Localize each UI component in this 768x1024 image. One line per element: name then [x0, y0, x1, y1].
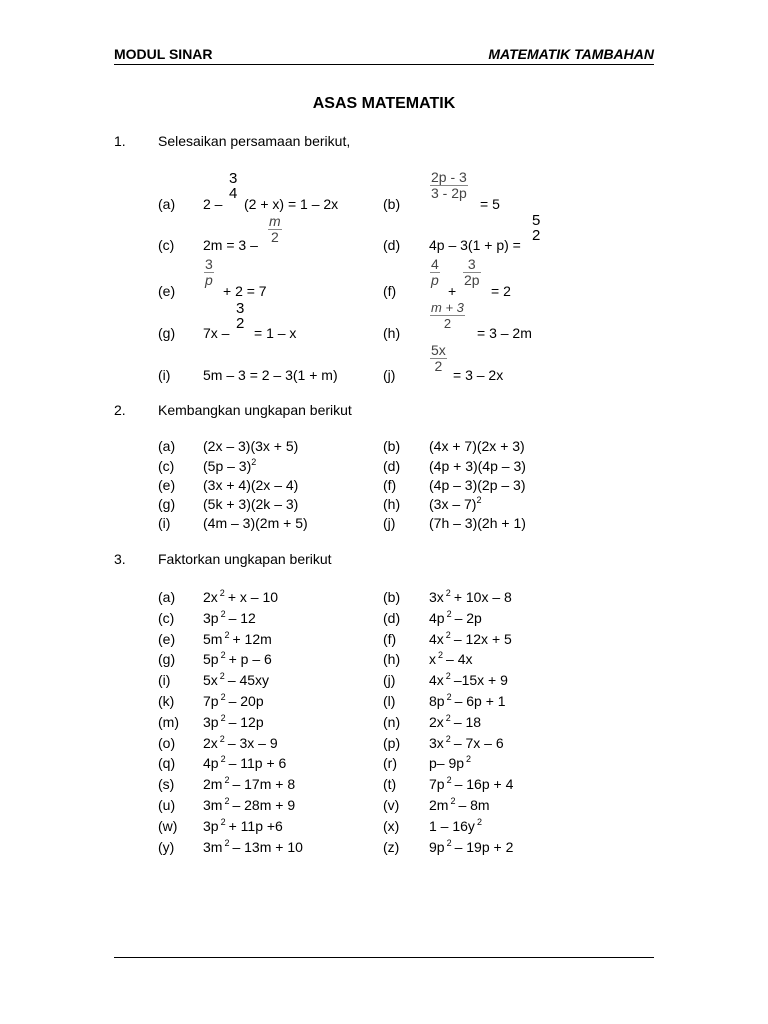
q1-c-den: 2 [268, 229, 282, 245]
q3-item-exponent: 2 [476, 817, 482, 827]
q3-item-label: (n) [383, 714, 401, 730]
q3-item-rest: – 3x – 9 [227, 735, 278, 751]
page-header [114, 46, 654, 65]
q3-item-term: x [429, 651, 436, 667]
q3-item-label: (f) [383, 631, 397, 647]
q1-g-num: 3 [236, 300, 245, 317]
q1-f-fraction-2 [463, 257, 481, 288]
q3-item-expression [429, 651, 472, 667]
q3-item-term: 8p [429, 693, 445, 709]
q3-item-rest: – 2p [454, 610, 482, 626]
q3-item-expression [203, 735, 278, 751]
q3-item-exponent: 2 [450, 796, 456, 806]
q2-item-expression [429, 515, 526, 531]
q1-h-num: m + 3 [431, 300, 464, 315]
q3-item-expression [203, 589, 278, 605]
q2-item-exponent: 2 [251, 457, 257, 467]
header-left: MODUL SINAR [114, 46, 213, 62]
q3-item-label: (h) [383, 651, 401, 667]
q2-item-expression-text: (5p – 3) [203, 458, 252, 474]
q3-item-exponent: 2 [446, 775, 452, 785]
q1-a-num: 3 [229, 170, 238, 187]
q1-h-label: (h) [383, 325, 401, 341]
q1-number: 1. [114, 133, 126, 149]
q2-item-exponent: 2 [476, 495, 482, 505]
q3-item-term: 2x [429, 714, 444, 730]
q3-item-label: (r) [383, 755, 397, 771]
q3-item-exponent: 2 [445, 713, 451, 723]
q3-item-rest: – 7x – 6 [453, 735, 504, 751]
q2-item-expression [203, 438, 298, 454]
q2-item-expression-text: (5k + 3)(2k – 3) [203, 496, 299, 512]
q3-item-exponent: 2 [220, 650, 226, 660]
q3-item-term: 3p [203, 610, 219, 626]
q1-h-den: 2 [430, 315, 465, 331]
q3-item-label: (z) [383, 839, 400, 855]
q3-item-expression [429, 693, 506, 709]
q3-item-term: 5x [203, 672, 218, 688]
q3-item-exponent: 2 [445, 734, 451, 744]
q3-item-rest: – 19p + 2 [454, 839, 514, 855]
q2-item-label: (d) [383, 458, 401, 474]
q1-j-label: (j) [383, 367, 396, 383]
q2-text: Kembangkan ungkapan berikut [158, 402, 352, 418]
q3-item-label: (d) [383, 610, 401, 626]
q3-item-exponent: 2 [438, 650, 444, 660]
q3-item-exponent: 2 [445, 588, 451, 598]
q3-item-label: (o) [158, 735, 176, 751]
q3-item-rest: – 12x + 5 [453, 631, 512, 647]
q3-number: 3. [114, 551, 126, 567]
q3-item-label: (b) [383, 589, 401, 605]
q3-item-term: 2m [203, 776, 223, 792]
q3-item-exponent: 2 [219, 588, 225, 598]
q3-item-term: 7p [203, 693, 219, 709]
q3-item-label: (y) [158, 839, 175, 855]
q3-item-term: 4x [429, 672, 444, 688]
q3-item-term: 2x [203, 589, 218, 605]
q2-item-expression [203, 458, 256, 474]
q1-d-den: 2 [532, 227, 541, 244]
q2-item-expression-text: (7h – 3)(2h + 1) [429, 515, 526, 531]
q1-b-den: 3 - 2p [431, 185, 467, 201]
q3-item-exponent: 2 [446, 838, 452, 848]
q2-item-expression [203, 477, 298, 493]
q1-e-num: 3 [205, 256, 213, 272]
q1-b-label: (b) [383, 196, 401, 212]
q3-item-label: (x) [383, 818, 400, 834]
q3-item-expression [203, 631, 272, 647]
q3-item-expression [429, 589, 512, 605]
q1-f-num2: 3 [467, 256, 476, 272]
q1-c-pre: 2m = 3 – [203, 237, 258, 253]
q2-item-label: (i) [158, 515, 171, 531]
q3-item-label: (s) [158, 776, 175, 792]
q3-item-term: 1 – 16y [429, 818, 475, 834]
q3-item-exponent: 2 [224, 775, 230, 785]
q1-b-num: 2p - 3 [431, 169, 467, 185]
q1-f-num1: 4 [431, 256, 439, 272]
header-right: MATEMATIK TAMBAHAN [488, 46, 654, 62]
q3-item-label: (g) [158, 651, 176, 667]
q3-item-expression [203, 776, 295, 792]
q3-item-expression [203, 610, 256, 626]
q2-number: 2. [114, 402, 126, 418]
q3-item-rest: – 18 [453, 714, 482, 730]
q3-item-expression [203, 693, 264, 709]
q3-item-expression [429, 755, 474, 771]
q3-item-label: (m) [158, 714, 179, 730]
q1-a-post: (2 + x) = 1 – 2x [244, 196, 339, 212]
q3-item-expression [203, 714, 264, 730]
q3-item-rest: + 11p +6 [228, 818, 283, 834]
q3-item-exponent: 2 [446, 609, 452, 619]
q3-item-exponent: 2 [224, 796, 230, 806]
q2-item-label: (b) [383, 438, 401, 454]
q1-i-expr: 5m – 3 = 2 – 3(1 + m) [203, 367, 338, 383]
q1-j-fraction [430, 343, 447, 374]
q1-j-den: 2 [430, 358, 447, 374]
q2-item-expression-text: (4x + 7)(2x + 3) [429, 438, 525, 454]
q1-e-fraction [204, 257, 214, 288]
q3-item-term: 3x [429, 589, 444, 605]
q3-item-expression [429, 714, 481, 730]
q3-item-exponent: 2 [220, 754, 226, 764]
q1-b-fraction [430, 170, 468, 201]
q1-e-label: (e) [158, 283, 176, 299]
page-title: ASAS MATEMATIK [312, 95, 456, 112]
q3-item-label: (l) [383, 693, 396, 709]
q3-item-expression [429, 672, 508, 688]
q1-a-label: (a) [158, 196, 176, 212]
q2-item-expression [203, 496, 298, 512]
q3-item-exponent: 2 [466, 754, 472, 764]
q3-item-expression [429, 818, 485, 834]
q3-item-rest: – 8m [458, 797, 490, 813]
q3-item-term: 4p [203, 755, 219, 771]
q1-h-post: = 3 – 2m [477, 325, 532, 341]
q2-item-expression [203, 515, 308, 531]
q3-item-rest: – 16p + 4 [454, 776, 514, 792]
q1-c-num: m [269, 213, 281, 229]
q2-item-expression [429, 477, 526, 493]
q2-item-expression [429, 458, 526, 474]
q3-item-term: 9p [429, 839, 445, 855]
q3-item-exponent: 2 [219, 734, 225, 744]
q3-item-term: 3p [203, 818, 219, 834]
q1-g-den: 2 [236, 315, 245, 332]
q3-item-rest: – 45xy [227, 672, 270, 688]
q1-j-post: = 3 – 2x [453, 367, 504, 383]
q3-item-label: (q) [158, 755, 176, 771]
q3-item-expression [429, 797, 490, 813]
q3-text: Faktorkan ungkapan berikut [158, 551, 332, 567]
q2-item-expression-text: (3x – 7) [429, 496, 477, 512]
q3-item-rest: – 6p + 1 [454, 693, 506, 709]
q3-item-expression [429, 610, 482, 626]
q3-item-rest: – 4x [446, 651, 473, 667]
q3-item-exponent: 2 [224, 838, 230, 848]
q2-item-label: (f) [383, 477, 397, 493]
q2-item-expression [429, 438, 525, 454]
q3-item-exponent: 2 [220, 817, 226, 827]
q1-b-post: = 5 [480, 196, 500, 212]
q3-item-exponent: 2 [224, 630, 230, 640]
q2-item-expression-text: (4p – 3)(2p – 3) [429, 477, 526, 493]
q1-e-den: p [205, 272, 213, 288]
q3-item-term: p– 9p [429, 755, 465, 771]
q1-a-pre: 2 – [203, 196, 223, 212]
q1-d-fraction [531, 213, 541, 243]
q3-item-label: (u) [158, 797, 176, 813]
q3-item-rest: – 12p [228, 714, 264, 730]
q3-item-expression [203, 839, 303, 855]
q3-item-label: (a) [158, 589, 176, 605]
q3-item-term: 3p [203, 714, 219, 730]
q1-f-den1: p [431, 272, 439, 288]
q3-item-expression [429, 839, 513, 855]
q3-item-rest: – 13m + 10 [232, 839, 303, 855]
q3-item-term: 7p [429, 776, 445, 792]
q3-item-term: 2m [429, 797, 449, 813]
q1-j-num: 5x [431, 342, 446, 358]
q1-i-label: (i) [158, 367, 171, 383]
q3-item-rest: – 11p + 6 [228, 755, 287, 771]
q3-item-rest: + 12m [232, 631, 272, 647]
q1-e-post: + 2 = 7 [223, 283, 267, 299]
q3-item-label: (i) [158, 672, 171, 688]
q3-item-exponent: 2 [220, 692, 226, 702]
q3-item-rest: – 12 [228, 610, 256, 626]
q1-a-fraction [228, 171, 238, 201]
q2-item-label: (a) [158, 438, 176, 454]
q3-item-term: 3m [203, 839, 223, 855]
q2-item-expression-text: (4m – 3)(2m + 5) [203, 515, 308, 531]
q2-item-label: (j) [383, 515, 396, 531]
q2-item-expression [429, 496, 481, 512]
q1-a-den: 4 [229, 185, 238, 202]
q3-item-label: (p) [383, 735, 401, 751]
q3-item-term: 3x [429, 735, 444, 751]
q1-f-den2: 2p [464, 272, 480, 288]
q3-item-exponent: 2 [445, 630, 451, 640]
q3-item-rest: –15x + 9 [453, 672, 508, 688]
q3-item-term: 3m [203, 797, 223, 813]
q3-item-label: (v) [383, 797, 400, 813]
q1-f-post: = 2 [491, 283, 511, 299]
q3-item-rest: + p – 6 [228, 651, 272, 667]
q1-c-fraction [268, 214, 282, 245]
q3-item-label: (t) [383, 776, 397, 792]
q3-item-rest: + x – 10 [227, 589, 279, 605]
q2-item-expression-text: (2x – 3)(3x + 5) [203, 438, 299, 454]
q2-item-label: (h) [383, 496, 401, 512]
q1-d-num: 5 [532, 212, 541, 229]
q3-item-rest: – 20p [228, 693, 264, 709]
q3-item-label: (c) [158, 610, 175, 626]
q1-d-label: (d) [383, 237, 401, 253]
q3-item-label: (e) [158, 631, 176, 647]
q3-item-expression [203, 755, 286, 771]
q3-item-expression [203, 818, 283, 834]
q2-item-label: (c) [158, 458, 175, 474]
q1-f-label: (f) [383, 283, 397, 299]
q1-g-label: (g) [158, 325, 176, 341]
q1-c-label: (c) [158, 237, 175, 253]
q3-item-expression [203, 651, 272, 667]
q3-item-exponent: 2 [446, 692, 452, 702]
q3-item-expression [203, 672, 269, 688]
q3-item-label: (w) [158, 818, 178, 834]
q3-item-term: 5p [203, 651, 219, 667]
q1-h-fraction [430, 300, 465, 331]
q3-item-rest: – 28m + 9 [232, 797, 296, 813]
q3-item-term: 4p [429, 610, 445, 626]
footer-rule [114, 957, 654, 958]
q3-item-exponent: 2 [445, 671, 451, 681]
q2-item-expression-text: (3x + 4)(2x – 4) [203, 477, 299, 493]
q1-d-pre: 4p – 3(1 + p) = [429, 237, 521, 253]
q1-g-pre: 7x – [203, 325, 230, 341]
q3-item-expression [429, 735, 504, 751]
q2-item-label: (e) [158, 477, 176, 493]
q3-item-term: 2x [203, 735, 218, 751]
q3-item-term: 5m [203, 631, 223, 647]
q3-item-expression [203, 797, 295, 813]
q3-item-label: (j) [383, 672, 396, 688]
q1-f-mid: + [448, 283, 457, 299]
q2-item-label: (g) [158, 496, 176, 512]
q1-g-fraction [235, 301, 245, 331]
q3-item-exponent: 2 [220, 713, 226, 723]
q3-item-rest: + 10x – 8 [453, 589, 512, 605]
q3-item-term: 4x [429, 631, 444, 647]
q3-item-label: (k) [158, 693, 175, 709]
q3-item-expression [429, 631, 512, 647]
q3-item-rest: – 17m + 8 [232, 776, 296, 792]
q2-item-expression-text: (4p + 3)(4p – 3) [429, 458, 526, 474]
q3-item-exponent: 2 [220, 609, 226, 619]
q1-g-post: = 1 – x [254, 325, 297, 341]
q1-f-fraction-1 [430, 257, 440, 288]
q3-item-exponent: 2 [219, 671, 225, 681]
q3-item-expression [429, 776, 513, 792]
q1-text: Selesaikan persamaan berikut, [158, 133, 351, 149]
